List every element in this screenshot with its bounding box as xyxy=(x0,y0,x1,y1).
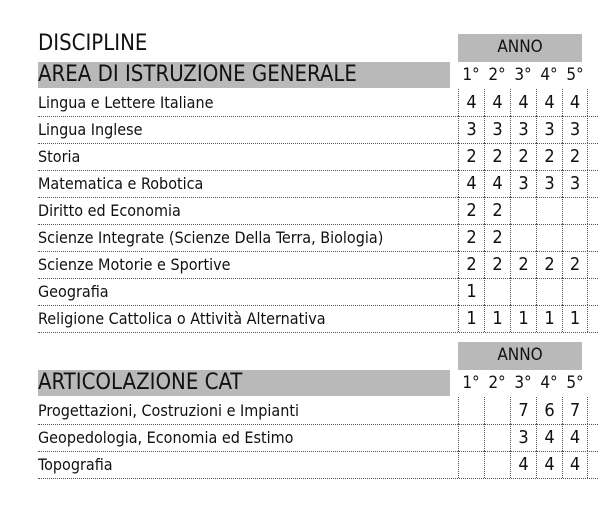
hours-cell-year-4: 4 xyxy=(536,424,562,451)
hours-cell-year-4: 4 xyxy=(536,89,562,116)
hours-cell-year-1: 2 xyxy=(458,224,484,251)
table-row xyxy=(38,251,598,279)
hours-cell-year-1: 2 xyxy=(458,251,484,278)
year-label-3: 3° xyxy=(514,373,532,393)
table-row xyxy=(38,278,598,306)
hours-cell-year-5 xyxy=(562,197,588,224)
hours-cell-year-3: 2 xyxy=(510,143,536,170)
subject-name: Scienze Integrate (Scienze Della Terra, Biologia) xyxy=(38,228,384,247)
hours-cell-year-4: 1 xyxy=(536,305,562,332)
year-label-2: 2° xyxy=(488,65,506,85)
table-row xyxy=(38,224,598,252)
hours-cell-year-4 xyxy=(536,197,562,224)
hours-cell-year-1: 3 xyxy=(458,116,484,143)
hours-cell-year-4: 2 xyxy=(536,143,562,170)
hours-cell-year-1: 4 xyxy=(458,89,484,116)
year-label-1: 1° xyxy=(462,65,480,85)
page-title: DISCIPLINE xyxy=(38,31,148,56)
hours-cell-year-2 xyxy=(484,397,510,424)
hours-cell-year-1: 2 xyxy=(458,197,484,224)
hours-cell-year-2: 2 xyxy=(484,224,510,251)
subject-name: Geopedologia, Economia ed Estimo xyxy=(38,428,294,447)
hours-cell-year-1: 1 xyxy=(458,278,484,305)
hours-cell-year-5: 7 xyxy=(562,397,588,424)
hours-cell-year-1: 4 xyxy=(458,170,484,197)
hours-cell-year-2 xyxy=(484,424,510,451)
year-label-5: 5° xyxy=(566,65,584,85)
year-label-4: 4° xyxy=(540,65,558,85)
hours-cell-year-5: 3 xyxy=(562,170,588,197)
hours-cell-year-4: 6 xyxy=(536,397,562,424)
hours-cell-year-2: 2 xyxy=(484,143,510,170)
table-row xyxy=(38,305,598,333)
hours-cell-year-3: 4 xyxy=(510,451,536,478)
hours-cell-year-4: 3 xyxy=(536,170,562,197)
hours-cell-year-5: 4 xyxy=(562,424,588,451)
hours-cell-year-2 xyxy=(484,451,510,478)
hours-cell-year-1 xyxy=(458,424,484,451)
table-row xyxy=(38,143,598,171)
year-label-2: 2° xyxy=(488,373,506,393)
hours-cell-year-3: 2 xyxy=(510,251,536,278)
subject-name: Lingua e Lettere Italiane xyxy=(38,93,214,112)
hours-cell-year-2: 4 xyxy=(484,89,510,116)
hours-cell-year-2: 1 xyxy=(484,305,510,332)
hours-cell-year-3: 3 xyxy=(510,424,536,451)
hours-cell-year-5 xyxy=(562,278,588,305)
subject-name: Matematica e Robotica xyxy=(38,174,204,193)
year-label-5: 5° xyxy=(566,373,584,393)
hours-cell-year-1: 1 xyxy=(458,305,484,332)
hours-cell-year-5: 1 xyxy=(562,305,588,332)
table-row xyxy=(38,451,598,479)
subject-name: Topografia xyxy=(38,455,113,474)
hours-cell-year-3 xyxy=(510,224,536,251)
hours-cell-year-5: 4 xyxy=(562,89,588,116)
hours-cell-year-3: 3 xyxy=(510,116,536,143)
year-group-header-2: ANNO xyxy=(458,342,582,370)
hours-cell-year-1 xyxy=(458,451,484,478)
subject-name: Storia xyxy=(38,147,81,166)
hours-cell-year-2: 2 xyxy=(484,251,510,278)
hours-cell-year-3 xyxy=(510,197,536,224)
year-label-1: 1° xyxy=(462,373,480,393)
subject-name: Geografia xyxy=(38,282,109,301)
year-label-3: 3° xyxy=(514,65,532,85)
year-group-header-1: ANNO xyxy=(458,34,582,62)
hours-cell-year-3: 4 xyxy=(510,89,536,116)
table-row xyxy=(38,424,598,452)
hours-cell-year-2: 3 xyxy=(484,116,510,143)
subject-name: Religione Cattolica o Attività Alternativa xyxy=(38,309,326,328)
section-title-cat: ARTICOLAZIONE CAT xyxy=(38,370,243,395)
hours-cell-year-5: 2 xyxy=(562,143,588,170)
hours-cell-year-4: 3 xyxy=(536,116,562,143)
hours-cell-year-3: 7 xyxy=(510,397,536,424)
subject-name: Lingua Inglese xyxy=(38,120,143,139)
hours-cell-year-3 xyxy=(510,278,536,305)
hours-cell-year-5: 3 xyxy=(562,116,588,143)
hours-cell-year-3: 1 xyxy=(510,305,536,332)
section-title-general: AREA DI ISTRUZIONE GENERALE xyxy=(38,62,357,87)
hours-cell-year-4 xyxy=(536,278,562,305)
hours-cell-year-4: 2 xyxy=(536,251,562,278)
hours-cell-year-5 xyxy=(562,224,588,251)
table-row xyxy=(38,197,598,225)
table-row xyxy=(38,89,598,117)
hours-cell-year-2 xyxy=(484,278,510,305)
hours-cell-year-5: 2 xyxy=(562,251,588,278)
table-row xyxy=(38,397,598,425)
table-row xyxy=(38,116,598,144)
hours-cell-year-2: 2 xyxy=(484,197,510,224)
year-label-4: 4° xyxy=(540,373,558,393)
table-row xyxy=(38,170,598,198)
hours-cell-year-3: 3 xyxy=(510,170,536,197)
hours-cell-year-1 xyxy=(458,397,484,424)
hours-cell-year-1: 2 xyxy=(458,143,484,170)
subject-name: Progettazioni, Costruzioni e Impianti xyxy=(38,401,300,420)
subject-name: Diritto ed Economia xyxy=(38,201,181,220)
hours-cell-year-4: 4 xyxy=(536,451,562,478)
hours-cell-year-4 xyxy=(536,224,562,251)
hours-cell-year-2: 4 xyxy=(484,170,510,197)
subject-name: Scienze Motorie e Sportive xyxy=(38,255,231,274)
hours-cell-year-5: 4 xyxy=(562,451,588,478)
